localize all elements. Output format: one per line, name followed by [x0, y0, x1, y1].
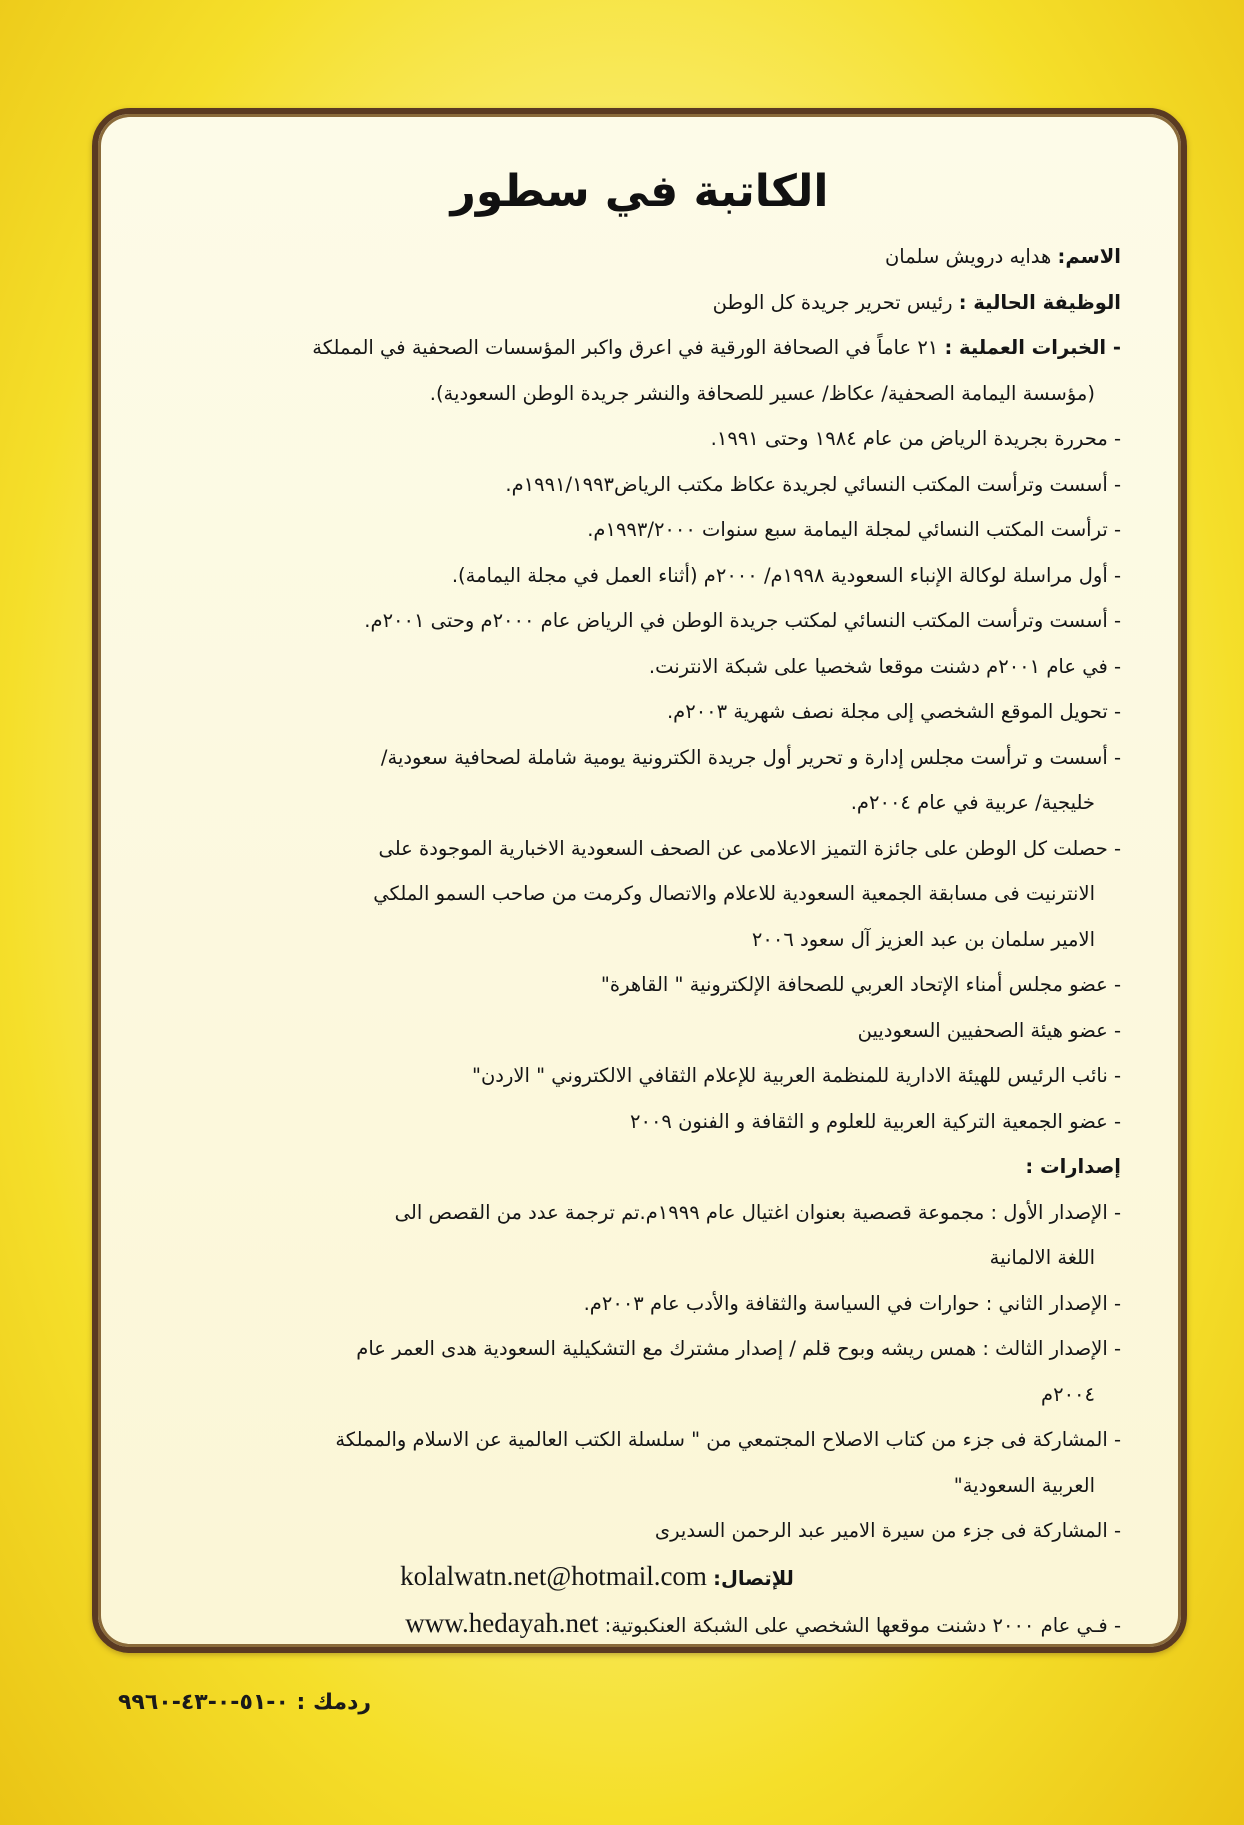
list-item: - أسست وترأست المكتب النسائي لجريدة عكاظ مكتب الرياض١٩٩١/١٩٩٣م. [505, 472, 1121, 496]
list-item: - ترأست المكتب النسائي لمجلة اليمامة سبع سنوات ١٩٩٣/٢٠٠٠م. [587, 518, 1121, 541]
list-item: - عضو هيئة الصحفيين السعوديين [857, 1018, 1121, 1042]
website-link[interactable]: www.hedayah.net [405, 1608, 599, 1638]
experience-value: ٢١ عاماً في الصحافة الورقية في اعرق واكبر المؤسسات الصحفية في المملكة [312, 336, 945, 359]
page-title: الكاتبة في سطور [450, 166, 829, 217]
website-row [153, 1601, 1121, 1649]
contact-label: للإتصال: [713, 1566, 794, 1590]
publication-item: - الإصدار الأول : مجموعة قصصية بعنوان اغتيال عام ١٩٩٩م.تم ترجمة عدد من القصص الى [394, 1200, 1121, 1224]
list-item: - نائب الرئيس للهيئة الادارية للمنظمة العربية للإعلام الثقافي الالكتروني " الاردن" [471, 1064, 1121, 1087]
list-item: - عضو مجلس أمناء الإتحاد العربي للصحافة الإلكترونية " القاهرة" [600, 973, 1121, 996]
publication-item: - المشاركة فى جزء من كتاب الاصلاح المجتمعي من " سلسلة الكتب العالمية عن الاسلام والمملكة [335, 1428, 1121, 1451]
job-row [153, 280, 1121, 326]
list-item: - أسست و ترأست مجلس إدارة و تحرير أول جريدة الكترونية يومية شاملة لصحافية سعودية/ [380, 745, 1121, 769]
list-item: - تحويل الموقع الشخصي إلى مجلة نصف شهرية ٢٠٠٣م. [666, 700, 1121, 723]
contact-row [153, 1554, 1121, 1602]
name-row [153, 234, 1121, 280]
publication-item: - الإصدار الثاني : حوارات في السياسة والثقافة والأدب عام ٢٠٠٣م. [583, 1291, 1121, 1315]
job-value: رئيس تحرير جريدة كل الوطن [712, 290, 959, 314]
name-value: هدايه درويش سلمان [884, 245, 1058, 268]
list-item: - أسست وترأست المكتب النسائي لمكتب جريدة الوطن في الرياض عام ٢٠٠٠م وحتى ٢٠٠١م. [364, 609, 1121, 632]
list-item-continuation: خليجية/ عربية في عام ٢٠٠٤م. [850, 791, 1095, 814]
publication-item: - الإصدار الثالث : همس ريشه وبوح قلم / إصدار مشترك مع التشكيلية السعودية هدى العمر عام [356, 1337, 1121, 1360]
publication-continuation: العربية السعودية" [953, 1473, 1095, 1497]
list-item: - أول مراسلة لوكالة الإنباء السعودية ١٩٩٨م/ ٢٠٠٠م (أثناء العمل في مجلة اليمامة). [451, 563, 1121, 587]
publications-heading: إصدارات : [1025, 1155, 1121, 1178]
website-text: - فـي عام ٢٠٠٠ دشنت موقعها الشخصي على الشبكة العنكبوتية: [604, 1614, 1121, 1637]
contact-email[interactable]: kolalwatn.net@hotmail.com [400, 1560, 707, 1591]
isbn-label: ردمك : ٠-٥١-٠-٤٣-٩٩٦٠ [118, 1690, 372, 1715]
list-item: - عضو الجمعية التركية العربية للعلوم و الثقافة و الفنون ٢٠٠٩ [630, 1109, 1121, 1133]
list-item-continuation: الامير سلمان بن عبد العزيز آل سعود ٢٠٠٦ [751, 927, 1095, 951]
experience-label: - الخبرات العملية : [944, 336, 1121, 359]
list-item: - محررة بجريدة الرياض من عام ١٩٨٤ وحتى ١٩٩١. [710, 427, 1121, 450]
experience-continuation: (مؤسسة اليمامة الصحفية/ عكاظ/ عسير للصحافة والنشر جريدة الوطن السعودية). [429, 381, 1095, 405]
job-label: الوظيفة الحالية : [958, 290, 1121, 314]
list-item: - في عام ٢٠٠١م دشنت موقعا شخصيا على شبكة الانترنت. [648, 654, 1121, 678]
publication-item: - المشاركة فى جزء من سيرة الامير عبد الرحمن السديرى [654, 1519, 1121, 1542]
list-item-continuation: الانترنيت فى مسابقة الجمعية السعودية للاعلام والاتصال وكرمت من صاحب السمو الملكي [373, 882, 1095, 905]
name-label: الاسم: [1057, 245, 1121, 268]
publication-continuation: ٢٠٠٤م [1041, 1382, 1095, 1406]
author-bio-panel [92, 108, 1187, 1653]
experience-row [153, 325, 1121, 371]
publication-continuation: اللغة الالمانية [989, 1246, 1095, 1269]
list-item: - حصلت كل الوطن على جائزة التميز الاعلامى عن الصحف السعودية الاخبارية الموجودة على [378, 836, 1121, 860]
bio-content [153, 234, 1121, 1649]
